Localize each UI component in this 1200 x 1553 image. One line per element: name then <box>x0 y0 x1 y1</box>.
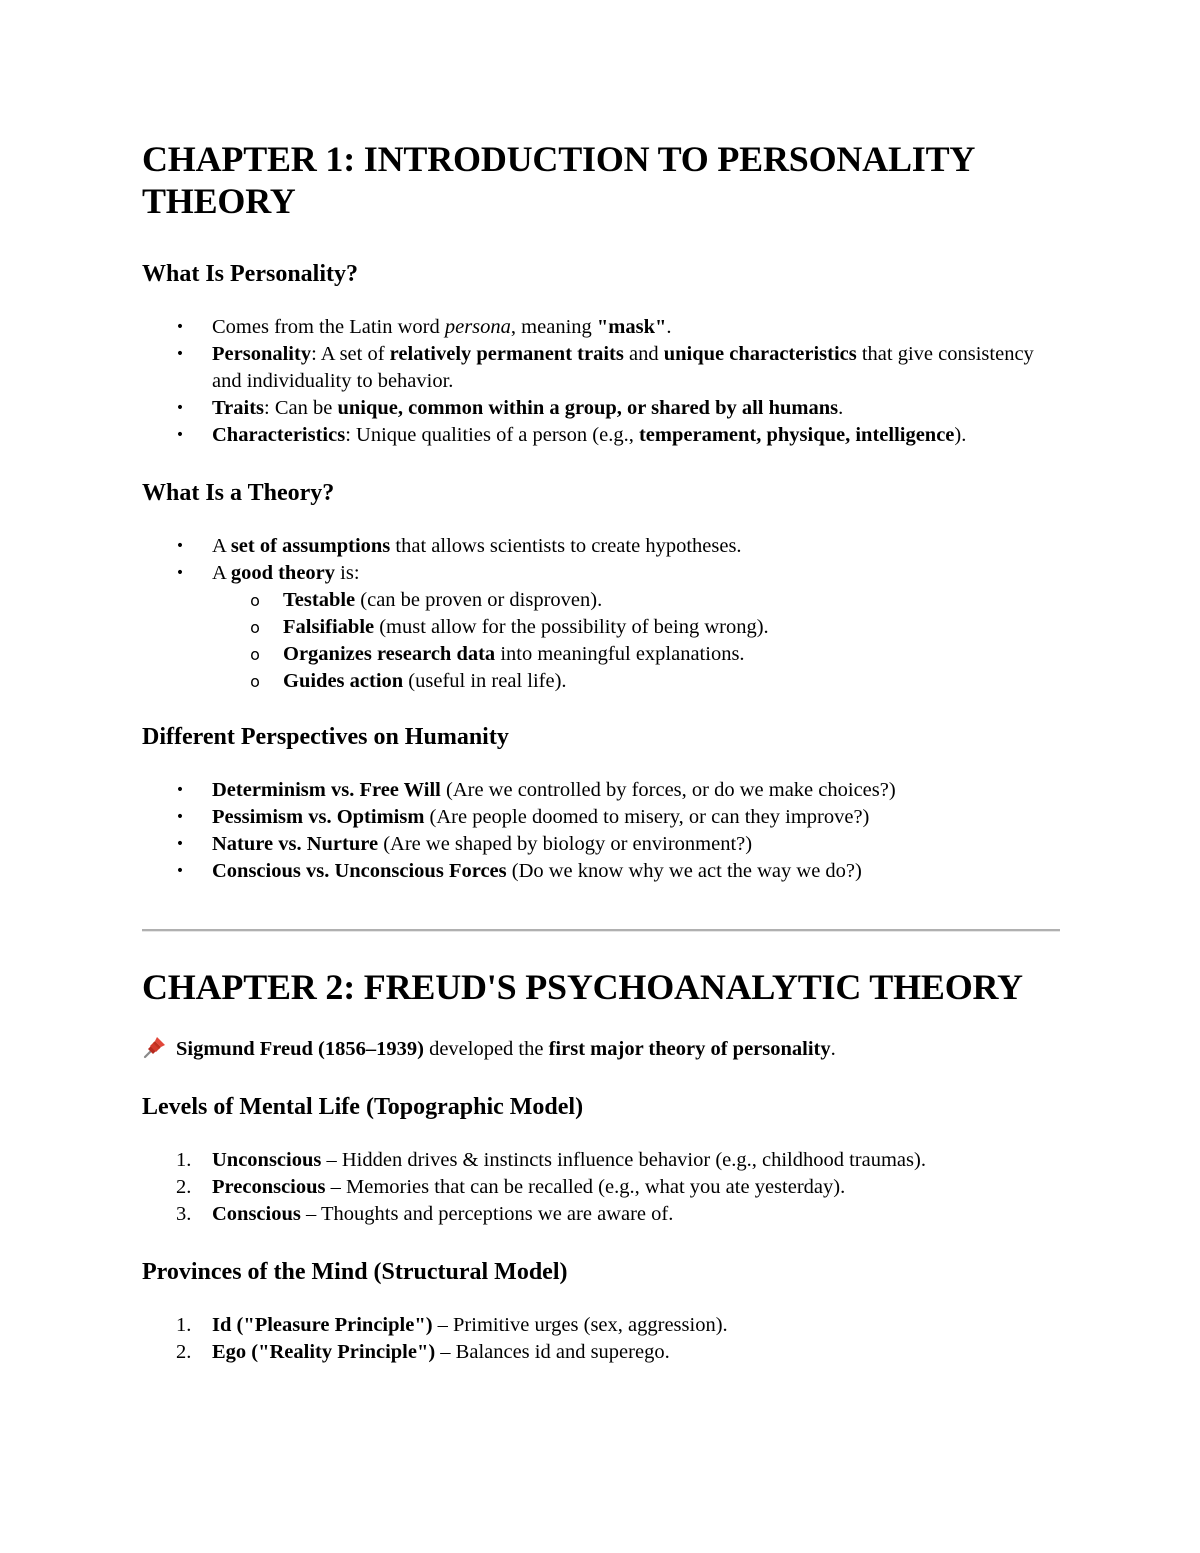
list-number: 2. <box>176 1341 192 1363</box>
chapter-1-title-line1: CHAPTER 1: INTRODUCTION TO PERSONALITY <box>142 139 976 179</box>
bullet-icon: • <box>175 346 185 362</box>
bold-text: Sigmund Freud (1856–1939) <box>176 1038 424 1060</box>
chapter-1-title <box>142 138 1060 222</box>
text: . <box>838 397 844 419</box>
list-item <box>142 560 1060 695</box>
bold-text: Conscious <box>212 1203 301 1225</box>
text: into meaningful explanations. <box>495 643 745 665</box>
sub-list-item <box>142 614 1060 641</box>
text: that give consistency and individuality to behavior. <box>212 343 1034 392</box>
theory-list <box>142 533 1060 695</box>
text: – Hidden drives & instincts influence behavior (e.g., childhood traumas). <box>321 1149 926 1171</box>
bold-text: relatively permanent traits <box>389 343 624 365</box>
text: – Balances id and superego. <box>435 1341 670 1363</box>
text: (must allow for the possibility of being wrong). <box>374 616 769 638</box>
text: is: <box>335 562 360 584</box>
bold-text: unique, common within a group, or shared by all humans <box>337 397 839 419</box>
list-item <box>142 395 1060 422</box>
text: (useful in real life). <box>403 670 567 692</box>
list-item <box>142 1339 1060 1366</box>
bold-text: Determinism vs. Free Will <box>212 779 441 801</box>
bold-text: good theory <box>230 562 336 584</box>
bold-text: Nature vs. Nurture <box>212 833 379 855</box>
list-item <box>142 804 1060 831</box>
bold-text: Falsifiable <box>283 616 375 638</box>
list-item <box>142 533 1060 560</box>
text: (Are people doomed to misery, or can they improve?) <box>424 806 870 828</box>
bullet-icon: • <box>175 319 185 335</box>
bullet-icon: • <box>175 863 185 879</box>
text: . <box>830 1038 836 1060</box>
bold-text: Testable <box>283 589 356 611</box>
text: . <box>666 316 672 338</box>
bold-text: "mask" <box>596 316 667 338</box>
list-item <box>142 341 1060 395</box>
section-heading-perspectives: Different Perspectives on Humanity <box>142 724 509 750</box>
list-item <box>142 1147 1060 1174</box>
personality-list <box>142 314 1060 449</box>
bold-text: Guides action <box>283 670 404 692</box>
list-item <box>142 1174 1060 1201</box>
text: : Unique qualities of a person (e.g., <box>345 424 639 446</box>
bullet-icon: • <box>175 400 185 416</box>
bold-text: Ego ("Reality Principle") <box>212 1341 436 1363</box>
text: ). <box>954 424 967 446</box>
document-page <box>142 138 1060 1366</box>
text: – Primitive urges (sex, aggression). <box>432 1314 728 1336</box>
bold-text: Traits <box>212 397 265 419</box>
bullet-icon: • <box>175 809 185 825</box>
list-number: 2. <box>176 1176 192 1198</box>
section-heading-theory: What Is a Theory? <box>142 480 335 506</box>
list-item <box>142 831 1060 858</box>
bold-text: Preconscious <box>212 1176 326 1198</box>
bold-text: Personality <box>212 343 312 365</box>
bullet-icon: • <box>175 427 185 443</box>
bold-text: Organizes research data <box>283 643 496 665</box>
text: (Are we controlled by forces, or do we make choices?) <box>440 779 896 801</box>
list-number: 1. <box>176 1314 192 1336</box>
text: – Thoughts and perceptions we are aware of. <box>300 1203 674 1225</box>
text: and <box>623 343 664 365</box>
horizontal-rule <box>142 929 1060 932</box>
text: A <box>212 562 231 584</box>
chapter-2-title: CHAPTER 2: FREUD'S PSYCHOANALYTIC THEORY <box>142 967 1023 1007</box>
sub-list-item <box>142 668 1060 695</box>
text: – Memories that can be recalled (e.g., what you ate yesterday). <box>325 1176 846 1198</box>
list-number: 3. <box>176 1203 192 1225</box>
text: that allows scientists to create hypotheses. <box>390 535 742 557</box>
provinces-list <box>142 1312 1060 1366</box>
text: : A set of <box>311 343 390 365</box>
section-heading-provinces: Provinces of the Mind (Structural Model) <box>142 1259 568 1285</box>
circle-bullet-icon: o <box>250 591 260 610</box>
list-item <box>142 1312 1060 1339</box>
circle-bullet-icon: o <box>250 672 260 691</box>
italic-text: persona <box>444 316 511 338</box>
bold-text: Id ("Pleasure Principle") <box>212 1314 433 1336</box>
bold-text: temperament, physique, intelligence <box>638 424 955 446</box>
list-item <box>142 422 1060 449</box>
text: (can be proven or disproven). <box>355 589 603 611</box>
levels-list <box>142 1147 1060 1228</box>
good-theory-sublist <box>212 587 1060 695</box>
pushpin-icon <box>142 1034 168 1060</box>
freud-intro <box>142 1034 1060 1063</box>
list-item <box>142 1201 1060 1228</box>
text: , meaning <box>510 316 597 338</box>
text: : Can be <box>264 397 338 419</box>
section-heading-levels: Levels of Mental Life (Topographic Model) <box>142 1094 584 1120</box>
bold-text: set of assumptions <box>230 535 391 557</box>
text: developed the <box>423 1038 549 1060</box>
list-item <box>142 777 1060 804</box>
list-number: 1. <box>176 1149 192 1171</box>
section-heading-personality: What Is Personality? <box>142 261 358 287</box>
sub-list-item <box>142 641 1060 668</box>
bullet-icon: • <box>175 565 185 581</box>
bold-text: Characteristics <box>212 424 346 446</box>
list-item <box>142 858 1060 885</box>
list-item <box>142 314 1060 341</box>
bold-text: Pessimism vs. Optimism <box>212 806 425 828</box>
bold-text: Unconscious <box>212 1149 322 1171</box>
circle-bullet-icon: o <box>250 618 260 637</box>
text: (Do we know why we act the way we do?) <box>506 860 862 882</box>
perspectives-list <box>142 777 1060 885</box>
bold-text: unique characteristics <box>663 343 857 365</box>
sub-list-item <box>142 587 1060 614</box>
bold-text: Conscious vs. Unconscious Forces <box>212 860 507 882</box>
text: A <box>212 535 231 557</box>
bold-text: first major theory of personality <box>548 1038 831 1060</box>
text: Comes from the Latin word <box>212 316 445 338</box>
bullet-icon: • <box>175 836 185 852</box>
chapter-1-title-line2: THEORY <box>142 181 296 221</box>
circle-bullet-icon: o <box>250 645 260 664</box>
text: (Are we shaped by biology or environment?) <box>378 833 753 855</box>
bullet-icon: • <box>175 538 185 554</box>
bullet-icon: • <box>175 782 185 798</box>
